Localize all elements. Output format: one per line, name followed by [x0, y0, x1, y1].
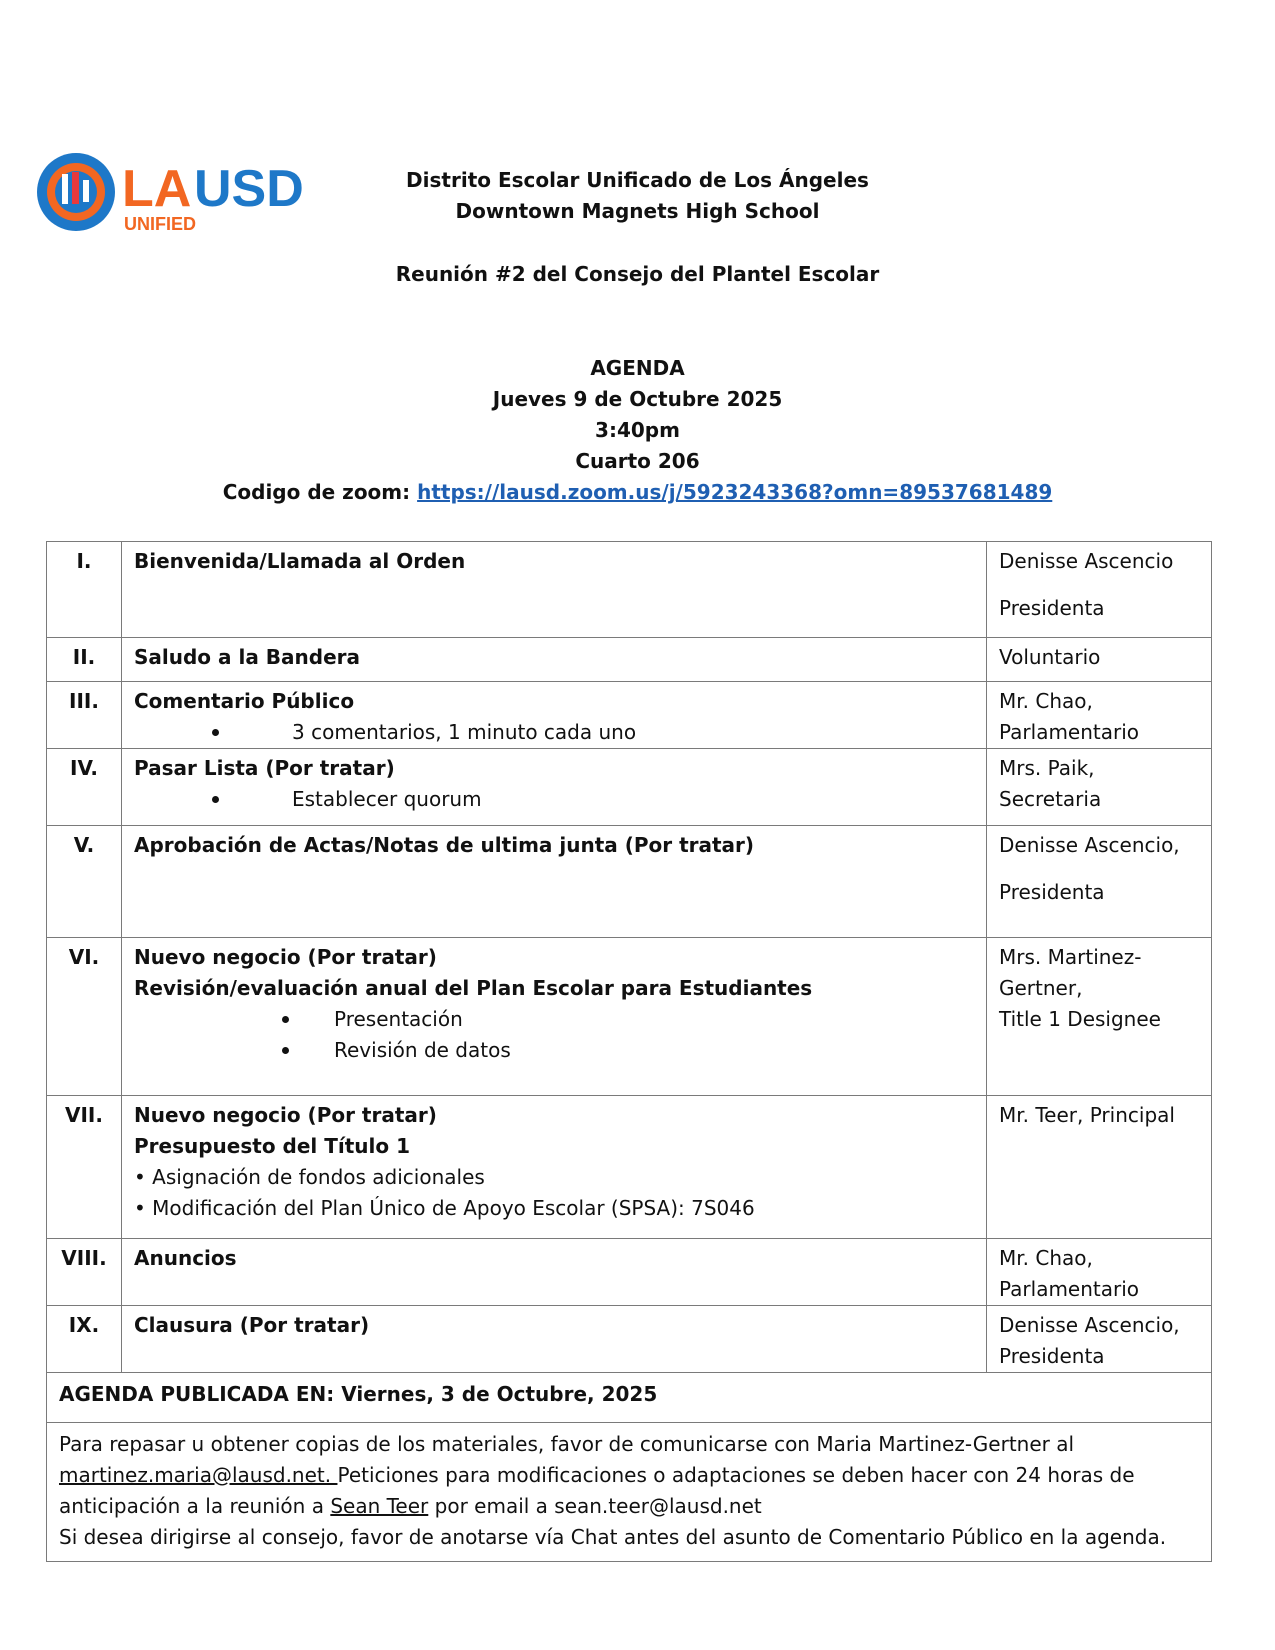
item-responsible: [987, 682, 1212, 749]
bullet-text: 3 comentarios, 1 minuto cada uno: [292, 720, 637, 744]
item-responsible: [987, 638, 1212, 682]
bullet-item: [134, 717, 974, 748]
svg-text:USD: USD: [194, 160, 304, 218]
item-number: VI.: [47, 938, 122, 1096]
resp-line: Mrs. Martinez-: [999, 945, 1142, 969]
item-content: [122, 638, 987, 682]
item-title: Bienvenida/Llamada al Orden: [134, 549, 466, 573]
item-number: IV.: [47, 749, 122, 826]
item-title: Nuevo negocio (Por tratar): [134, 945, 437, 969]
item-content: [122, 682, 987, 749]
resp-line: Denisse Ascencio,: [999, 1313, 1180, 1337]
note-text: Para repasar u obtener copias de los materiales, favor de comunicarse con Maria Martinez-Gertner al: [59, 1432, 1075, 1456]
resp-line: Title 1 Designee: [999, 1007, 1161, 1031]
agenda-row: [47, 826, 1212, 938]
materials-note: [59, 1429, 1199, 1522]
resp-line: Presidenta: [999, 596, 1105, 620]
resp-line: Denisse Ascencio: [999, 549, 1174, 573]
item-content: [122, 749, 987, 826]
item-number: VIII.: [47, 1239, 122, 1306]
public-comment-note: Si desea dirigirse al consejo, favor de anotarse vía Chat antes del asunto de Comentario Público en la agenda.: [59, 1525, 1167, 1549]
bullet-item: [134, 784, 974, 815]
item-title: Saludo a la Bandera: [134, 645, 361, 669]
bullet-icon: [212, 796, 219, 803]
published-row: [47, 1373, 1212, 1423]
item-subtitle: Presupuesto del Título 1: [134, 1134, 410, 1158]
bullet-item: [134, 1004, 974, 1035]
bullet-item: [134, 1035, 974, 1066]
resp-line: Mr. Teer, Principal: [999, 1103, 1175, 1127]
meeting-room: Cuarto 206: [575, 449, 700, 473]
item-responsible: [987, 1239, 1212, 1306]
resp-line: Parlamentario: [999, 720, 1140, 744]
district-title: Distrito Escolar Unificado de Los Ángeles: [406, 168, 869, 192]
agenda-row: [47, 749, 1212, 826]
resp-line: Mr. Chao,: [999, 689, 1093, 713]
meeting-title: Reunión #2 del Consejo del Plantel Escolar: [395, 262, 880, 286]
item-title: Aprobación de Actas/Notas de ultima junta (Por tratar): [134, 833, 755, 857]
zoom-label: Codigo de zoom:: [222, 480, 418, 504]
item-number: V.: [47, 826, 122, 938]
item-title: Clausura (Por tratar): [134, 1313, 370, 1337]
email-link[interactable]: martinez.maria@lausd.net.: [59, 1463, 338, 1487]
agenda-table: [46, 541, 1212, 1562]
school-name: Downtown Magnets High School: [455, 199, 820, 223]
item-title: Nuevo negocio (Por tratar): [134, 1103, 437, 1127]
item-line: • Asignación de fondos adicionales: [134, 1165, 485, 1189]
item-content: [122, 542, 987, 638]
item-content: [122, 1239, 987, 1306]
agenda-row: [47, 1096, 1212, 1239]
bullet-icon: [282, 1047, 289, 1054]
resp-line: Voluntario: [999, 645, 1101, 669]
item-responsible: [987, 542, 1212, 638]
agenda-heading: AGENDA: [590, 356, 685, 380]
item-title: Anuncios: [134, 1246, 237, 1270]
agenda-row: [47, 542, 1212, 638]
resp-line: Mrs. Paik,: [999, 756, 1095, 780]
resp-line: Denisse Ascencio,: [999, 833, 1180, 857]
bullet-text: Presentación: [334, 1007, 463, 1031]
item-number: III.: [47, 682, 122, 749]
bullet-text: Revisión de datos: [334, 1038, 511, 1062]
contact-link[interactable]: Sean Teer: [330, 1494, 429, 1518]
meeting-date: Jueves 9 de Octubre 2025: [492, 387, 783, 411]
bullet-icon: [212, 729, 219, 736]
item-number: I.: [47, 542, 122, 638]
meeting-time: 3:40pm: [595, 418, 680, 442]
logo-sub: UNIFIED: [124, 214, 196, 234]
item-content: [122, 1306, 987, 1373]
resp-line: Mr. Chao,: [999, 1246, 1093, 1270]
item-responsible: [987, 1306, 1212, 1373]
item-responsible: [987, 938, 1212, 1096]
zoom-line: [0, 480, 1275, 504]
item-subtitle: Revisión/evaluación anual del Plan Escolar para Estudiantes: [134, 976, 813, 1000]
item-responsible: [987, 826, 1212, 938]
agenda-row: [47, 938, 1212, 1096]
resp-line: Presidenta: [999, 880, 1105, 904]
item-content: [122, 826, 987, 938]
item-number: VII.: [47, 1096, 122, 1239]
resp-line: Parlamentario: [999, 1277, 1140, 1301]
notes-cell: [47, 1423, 1212, 1562]
bullet-icon: [282, 1016, 289, 1023]
resp-line: Secretaria: [999, 787, 1102, 811]
item-number: IX.: [47, 1306, 122, 1373]
item-title: Comentario Público: [134, 689, 355, 713]
svg-text:LA: LA: [122, 160, 192, 218]
published-date: AGENDA PUBLICADA EN: Viernes, 3 de Octubre, 2025: [59, 1382, 658, 1406]
agenda-row: [47, 682, 1212, 749]
note-text: Peticiones para modificaciones o adaptaciones se deben hacer con 24 horas de anticipación a la reunión a: [59, 1463, 1135, 1518]
item-responsible: [987, 749, 1212, 826]
zoom-link[interactable]: https://lausd.zoom.us/j/5923243368?omn=89537681489: [417, 480, 1053, 504]
notes-row: [47, 1423, 1212, 1562]
agenda-row: [47, 1239, 1212, 1306]
item-number: II.: [47, 638, 122, 682]
item-responsible: [987, 1096, 1212, 1239]
item-content: [122, 1096, 987, 1239]
item-title: Pasar Lista (Por tratar): [134, 756, 395, 780]
note-text: por email a sean.teer@lausd.net: [428, 1494, 762, 1518]
agenda-row: [47, 638, 1212, 682]
agenda-row: [47, 1306, 1212, 1373]
bullet-text: Establecer quorum: [292, 787, 482, 811]
resp-line: Gertner,: [999, 976, 1083, 1000]
resp-line: Presidenta: [999, 1344, 1105, 1368]
item-line: • Modificación del Plan Único de Apoyo Escolar (SPSA): 7S046: [134, 1196, 755, 1220]
item-content: [122, 938, 987, 1096]
published-cell: [47, 1373, 1212, 1423]
